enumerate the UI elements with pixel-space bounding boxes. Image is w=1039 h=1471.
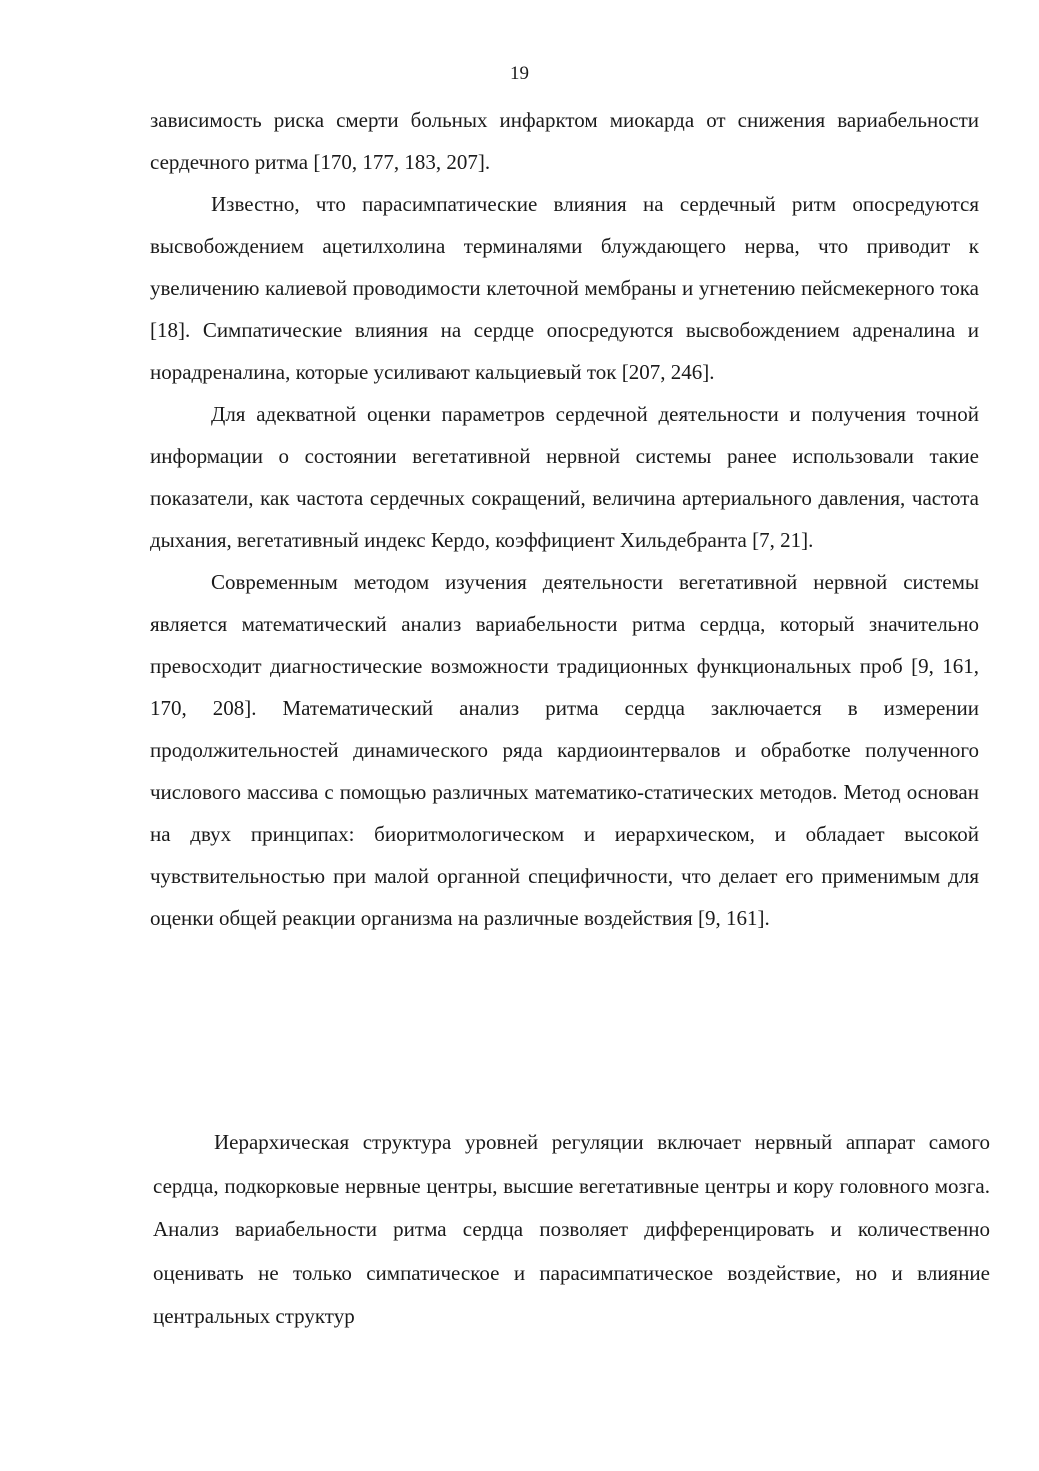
paragraph-hrv-method: Современным методом изучения деятельности вегетативной нервной системы является математический анализ вариабельности ритма сердца, который значительно превосходит диагностические возможности традиционных функциональных проб [9, 161, 170, 208]. Математический анализ ритма сердца заключается в измерении продолжительностей динамического ряда кардиоинтервалов и обработке полученного числового массива с помощью различных математико-статических методов. Метод основан на двух принципах: биоритмологическом и иерархическом, и обладает высокой чувствительностью при малой органной специфичности, что делает его применимым для оценки общей реакции организма на различные воздействия [9, 161]. [150,570,979,930]
paragraph-hierarchy: Иерархическая структура уровней регуляции включает нервный аппарат самого сердца, подкорковые нервные центры, высшие вегетативные центры и кору головного мозга. Анализ вариабельности ритма сердца позволяет дифференцировать и количественно оценивать не только симпатическое и парасимпатическое воздействие, но и влияние центральных структур [153,1130,990,1328]
paragraph-parasympathetic: Известно, что парасимпатические влияния на сердечный ритм опосредуются высвобождением ацетилхолина терминалями блуждающего нерва, что приводит к увеличению калиевой проводимости клеточной мембраны и угнетению пейсмекерного тока [18]. Симпатические влияния на сердце опосредуются высвобождением адреналина и норадреналина, которые усиливают кальциевый ток [207, 246]. [150,192,979,384]
paragraph-assessment: Для адекватной оценки параметров сердечной деятельности и получения точной информации о состоянии вегетативной нервной системы ранее использовали такие показатели, как частота сердечных сокращений, величина артериального давления, частота дыхания, вегетативный индекс Кердо, коэффициент Хильдебранта [7, 21]. [150,402,979,552]
body-text-lower [153,1121,990,1339]
page-number: 19 [510,63,529,84]
body-text [150,99,979,939]
paragraph-continuation: зависимость риска смерти больных инфарктом миокарда от снижения вариабельности сердечного ритма [170, 177, 183, 207]. [150,108,979,174]
